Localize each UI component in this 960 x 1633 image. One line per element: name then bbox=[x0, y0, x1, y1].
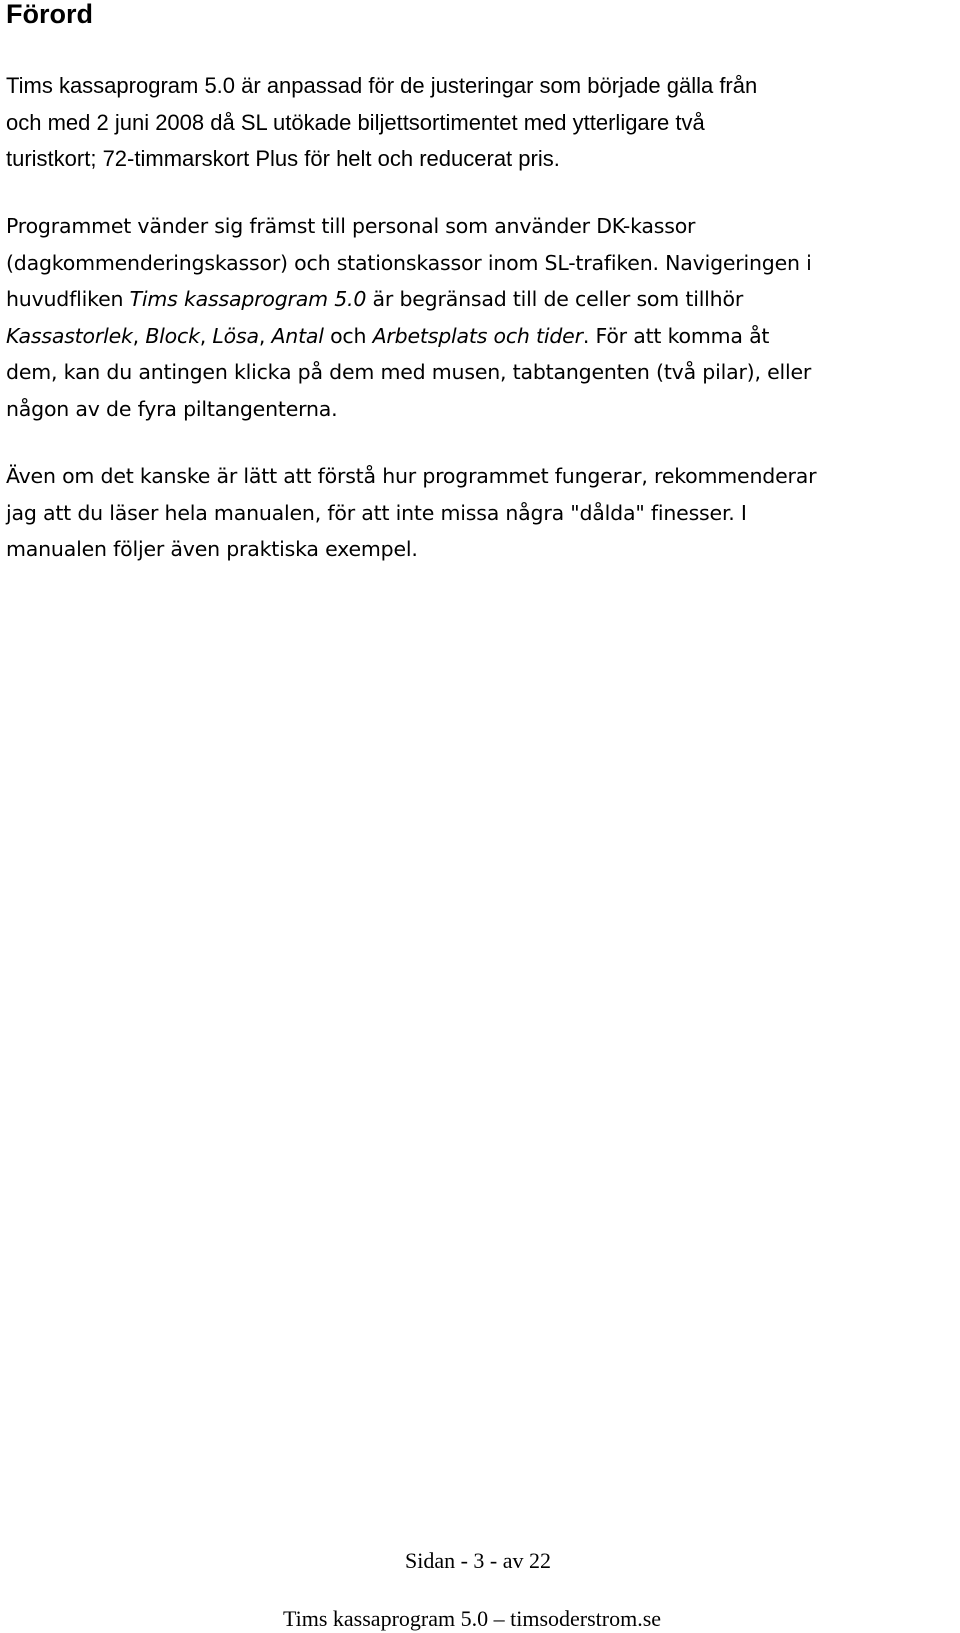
intro-line-1: Tims kassaprogram 5.0 är anpassad för de justeringar som började gälla från bbox=[6, 73, 758, 98]
audience-line-3-text-b: är begränsad till de celler som tillhör bbox=[366, 287, 744, 311]
conjunction-och: och bbox=[323, 323, 373, 348]
audience-line-6: någon av de fyra piltangenterna. bbox=[6, 396, 338, 421]
page-title: Förord bbox=[6, 0, 93, 29]
cell-name-antal: Antal bbox=[271, 323, 324, 348]
audience-line-3-text-a: huvudfliken bbox=[6, 287, 130, 311]
intro-line-2: och med 2 juni 2008 då SL utökade biljettsortimentet med ytterligare två bbox=[6, 109, 705, 135]
cell-name-kassastorlek: Kassastorlek bbox=[6, 323, 133, 348]
recommendation-line-2: jag att du läser hela manualen, för att inte missa några "dålda" finesser. I bbox=[6, 500, 747, 525]
cell-name-arbetsplats: Arbetsplats och tider bbox=[372, 323, 583, 348]
separator-3: , bbox=[258, 323, 272, 348]
page-number: Sidan - 3 - av 22 bbox=[404, 1548, 552, 1573]
audience-line-4 bbox=[6, 318, 812, 355]
separator-2: , bbox=[199, 323, 213, 348]
recommendation-line-3: manualen följer även praktiska exempel. bbox=[6, 537, 418, 561]
cell-name-block: Block bbox=[145, 323, 200, 348]
program-name-italic: Tims kassaprogram 5.0 bbox=[129, 287, 367, 311]
recommendation-line-1: Även om det kanske är lätt att förstå hur programmet fungerar, rekommenderar bbox=[6, 464, 817, 488]
recommendation-paragraph bbox=[6, 458, 816, 568]
footer-site: Tims kassaprogram 5.0 – timsoderstrom.se bbox=[282, 1606, 662, 1631]
audience-line-3 bbox=[6, 281, 812, 318]
separator-1: , bbox=[132, 323, 146, 348]
audience-line-4-text-b: . För att komma åt bbox=[582, 323, 770, 348]
audience-line-2: (dagkommenderingskassor) och stationskassor inom SL-trafiken. Navigeringen i bbox=[6, 250, 812, 275]
intro-paragraph bbox=[6, 68, 757, 178]
audience-paragraph bbox=[6, 208, 812, 427]
cell-name-losa: Lösa bbox=[212, 323, 259, 348]
intro-line-3: turistkort; 72-timmarskort Plus för helt och reducerat pris. bbox=[6, 146, 560, 171]
audience-line-1: Programmet vänder sig främst till personal som använder DK-kassor bbox=[6, 214, 696, 238]
audience-line-5: dem, kan du antingen klicka på dem med musen, tabtangenten (två pilar), eller bbox=[6, 360, 812, 384]
